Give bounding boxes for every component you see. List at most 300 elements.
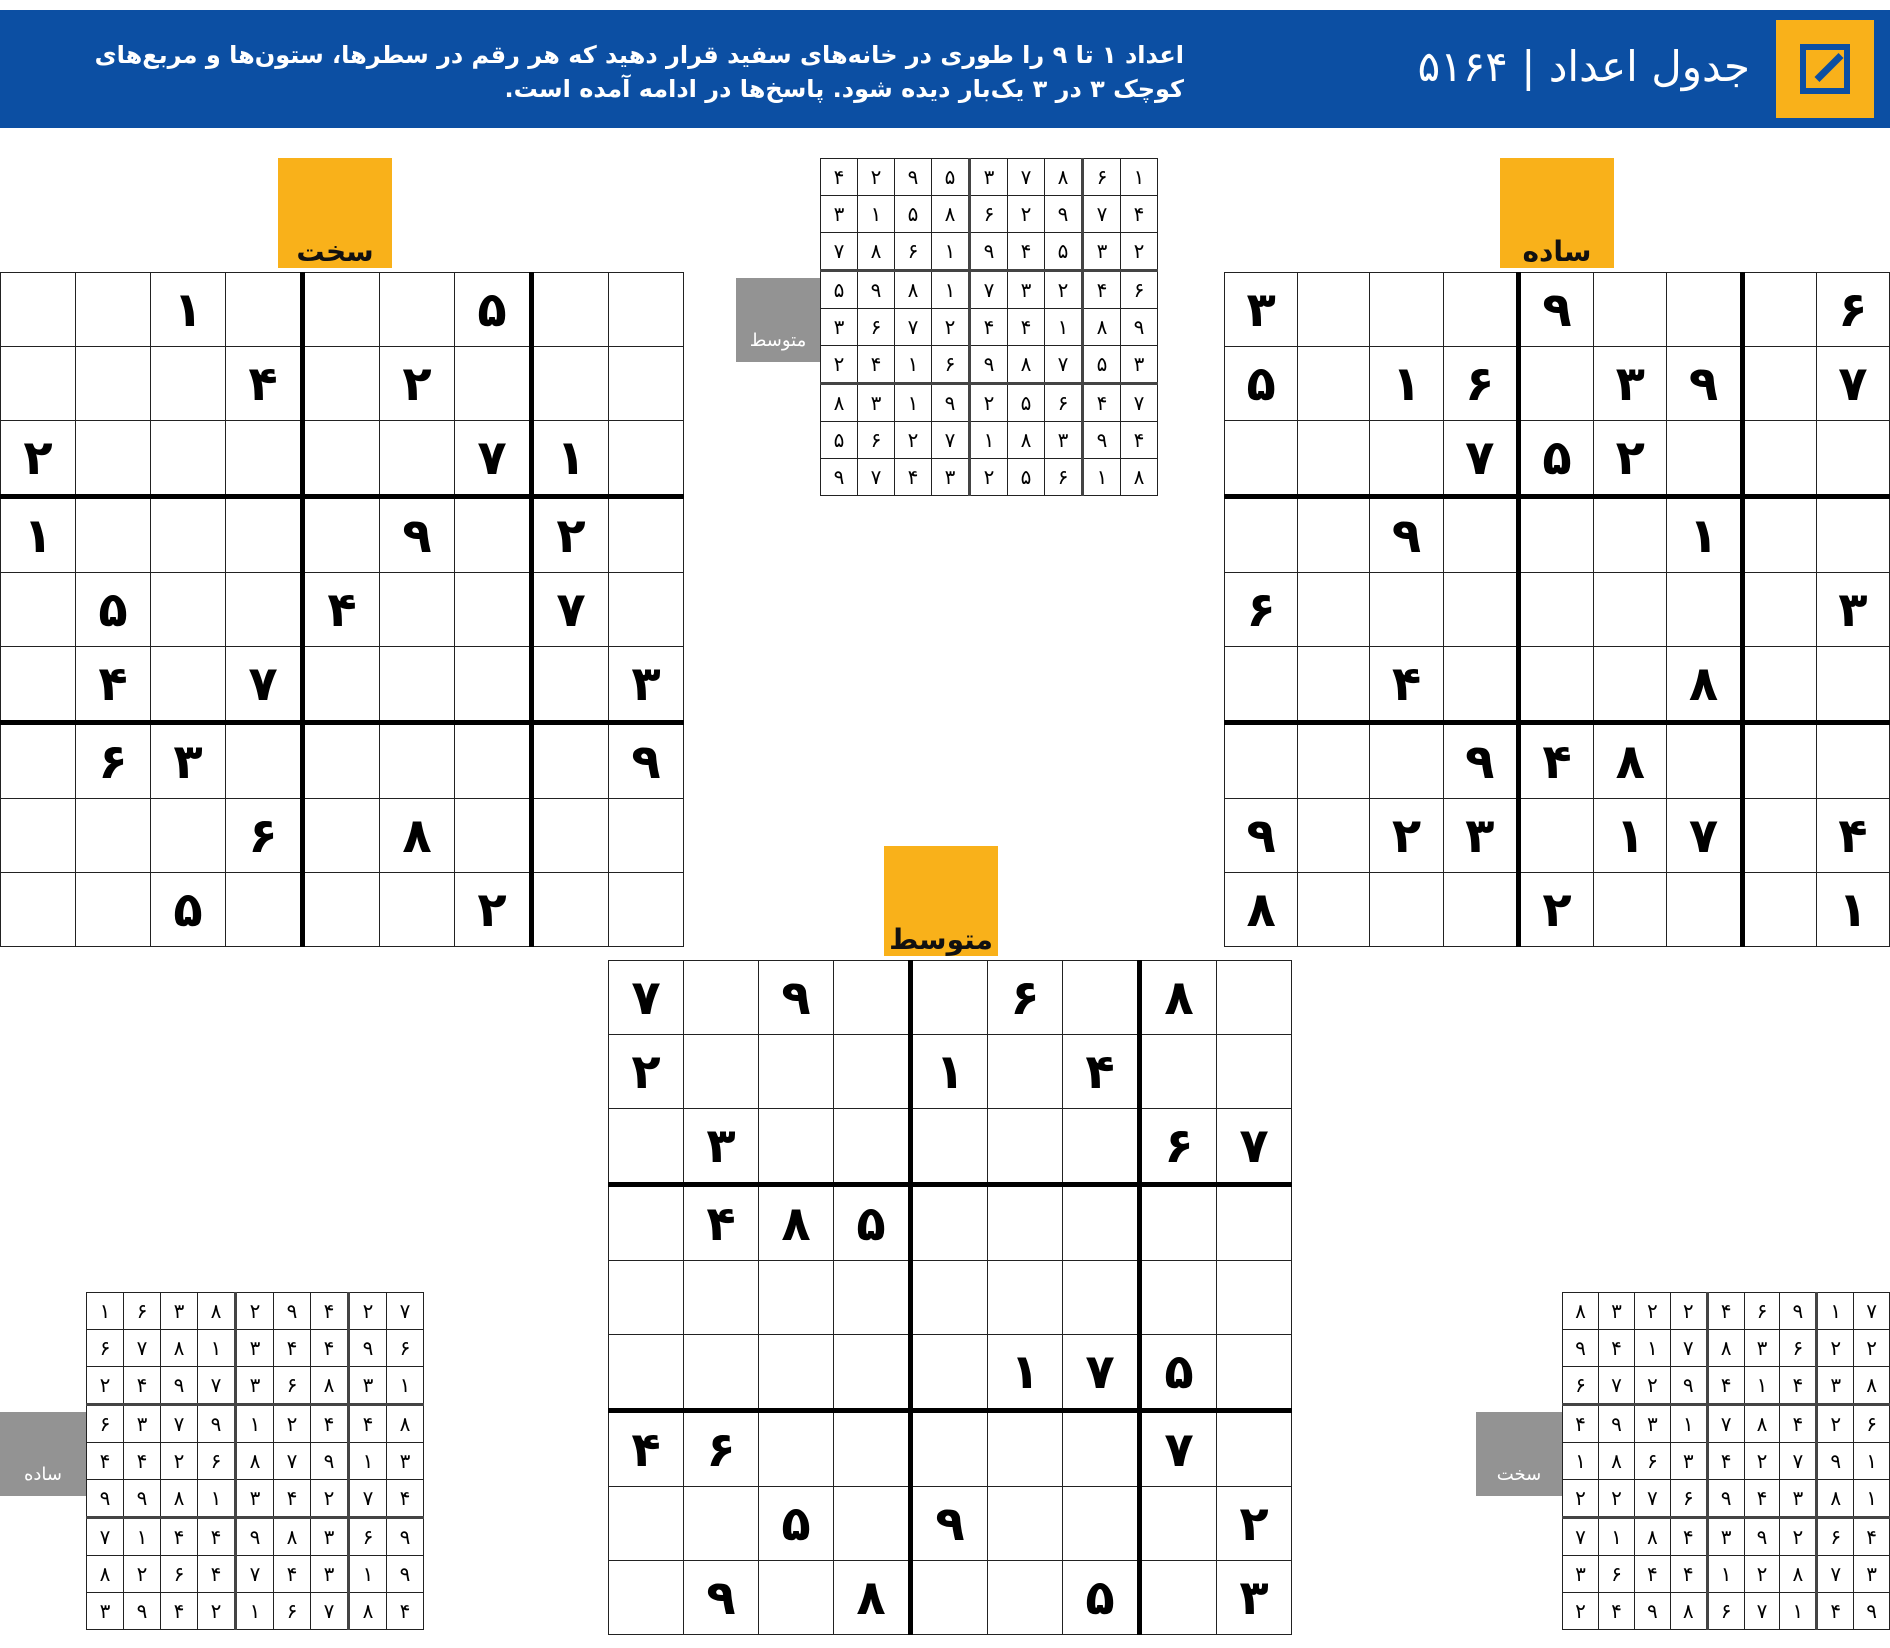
grid-cell[interactable] bbox=[834, 1109, 911, 1185]
grid-cell: ۹ bbox=[1045, 196, 1083, 233]
grid-cell: ۴ bbox=[1854, 1518, 1890, 1556]
grid-cell: ۷ bbox=[161, 1405, 198, 1443]
grid-cell[interactable] bbox=[1742, 573, 1816, 647]
grid-cell: ۷ bbox=[609, 961, 684, 1035]
grid-cell[interactable] bbox=[1140, 1035, 1217, 1109]
grid-cell[interactable] bbox=[1443, 273, 1518, 347]
grid-cell[interactable] bbox=[303, 723, 380, 799]
grid-cell: ۹ bbox=[684, 1561, 759, 1635]
grid-cell: ۲ bbox=[858, 159, 895, 196]
grid-cell: ۶ bbox=[1045, 459, 1083, 496]
grid-cell: ۳ bbox=[1121, 346, 1158, 384]
grid-cell[interactable] bbox=[455, 347, 532, 421]
grid-cell[interactable] bbox=[1443, 497, 1518, 573]
grid-cell[interactable] bbox=[226, 421, 303, 497]
grid-cell[interactable] bbox=[1140, 1261, 1217, 1335]
grid-cell: ۳ bbox=[1225, 273, 1298, 347]
grid-cell[interactable] bbox=[380, 873, 455, 947]
grid-row bbox=[821, 384, 1158, 422]
grid-row bbox=[821, 159, 1158, 196]
grid-cell[interactable] bbox=[1667, 723, 1742, 799]
grid-cell[interactable] bbox=[1225, 647, 1298, 723]
grid-cell: ۲ bbox=[1594, 421, 1667, 497]
grid-cell[interactable] bbox=[1518, 799, 1593, 873]
grid-row bbox=[1563, 1293, 1890, 1330]
grid-cell[interactable] bbox=[1217, 1411, 1292, 1487]
grid-cell: ۷ bbox=[1670, 1330, 1707, 1367]
grid-cell[interactable] bbox=[380, 273, 455, 347]
grid-cell: ۷ bbox=[1817, 1556, 1854, 1593]
grid-cell: ۹ bbox=[1121, 309, 1158, 346]
grid-cell[interactable] bbox=[1370, 273, 1443, 347]
grid-cell[interactable] bbox=[609, 497, 684, 573]
grid-cell[interactable] bbox=[911, 961, 988, 1035]
grid-cell[interactable] bbox=[609, 1261, 684, 1335]
grid-cell[interactable] bbox=[759, 1561, 834, 1635]
grid-cell[interactable] bbox=[1742, 273, 1816, 347]
grid-cell[interactable] bbox=[684, 1487, 759, 1561]
grid-cell: ۷ bbox=[1083, 196, 1121, 233]
grid-row bbox=[821, 309, 1158, 346]
grid-cell: ۷ bbox=[1121, 384, 1158, 422]
grid-cell[interactable] bbox=[1443, 647, 1518, 723]
grid-cell: ۴ bbox=[895, 459, 932, 496]
grid-cell: ۴ bbox=[821, 159, 858, 196]
grid-cell[interactable] bbox=[1, 273, 76, 347]
grid-cell: ۲ bbox=[198, 1593, 236, 1630]
grid-cell: ۹ bbox=[387, 1556, 424, 1593]
grid-cell: ۱ bbox=[1, 497, 76, 573]
grid-cell[interactable] bbox=[1594, 573, 1667, 647]
grid-cell[interactable] bbox=[151, 347, 226, 421]
grid-cell[interactable] bbox=[834, 961, 911, 1035]
grid-cell[interactable] bbox=[1742, 421, 1816, 497]
grid-cell[interactable] bbox=[1816, 723, 1889, 799]
grid-cell[interactable] bbox=[380, 647, 455, 723]
grid-cell: ۷ bbox=[387, 1293, 424, 1330]
grid-cell: ۸ bbox=[349, 1593, 387, 1630]
grid-row bbox=[1225, 647, 1890, 723]
grid-cell[interactable] bbox=[532, 647, 609, 723]
grid-cell: ۴ bbox=[970, 309, 1008, 346]
grid-cell: ۷ bbox=[1563, 1518, 1599, 1556]
grid-cell[interactable] bbox=[76, 799, 151, 873]
grid-cell[interactable] bbox=[759, 1261, 834, 1335]
grid-cell[interactable] bbox=[76, 497, 151, 573]
grid-cell[interactable] bbox=[76, 273, 151, 347]
grid-cell[interactable] bbox=[1667, 273, 1742, 347]
grid-cell[interactable] bbox=[1, 647, 76, 723]
answer-medium bbox=[820, 158, 1158, 496]
grid-cell: ۳ bbox=[1599, 1293, 1635, 1330]
grid-cell[interactable] bbox=[911, 1411, 988, 1487]
grid-cell[interactable] bbox=[1742, 723, 1816, 799]
grid-cell: ۶ bbox=[87, 1330, 124, 1367]
grid-cell[interactable] bbox=[609, 873, 684, 947]
grid-cell[interactable] bbox=[988, 1487, 1063, 1561]
grid-cell: ۸ bbox=[1140, 961, 1217, 1035]
grid-cell[interactable] bbox=[1298, 347, 1370, 421]
grid-cell: ۷ bbox=[1667, 799, 1742, 873]
grid-cell[interactable] bbox=[303, 873, 380, 947]
grid-cell[interactable] bbox=[609, 347, 684, 421]
answer-label-hard: سخت bbox=[1476, 1412, 1562, 1496]
grid-cell[interactable] bbox=[1298, 799, 1370, 873]
grid-cell: ۲ bbox=[161, 1443, 198, 1480]
grid-cell[interactable] bbox=[988, 1035, 1063, 1109]
grid-cell[interactable] bbox=[76, 347, 151, 421]
grid-cell: ۷ bbox=[1045, 346, 1083, 384]
grid-cell[interactable] bbox=[151, 647, 226, 723]
grid-cell: ۹ bbox=[311, 1443, 349, 1480]
grid-cell[interactable] bbox=[684, 1261, 759, 1335]
grid-cell[interactable] bbox=[455, 647, 532, 723]
grid-cell: ۸ bbox=[236, 1443, 274, 1480]
grid-cell: ۶ bbox=[1121, 271, 1158, 309]
grid-cell: ۲ bbox=[311, 1480, 349, 1518]
grid-cell[interactable] bbox=[1217, 1035, 1292, 1109]
grid-cell[interactable] bbox=[988, 1561, 1063, 1635]
grid-cell[interactable] bbox=[1518, 347, 1593, 421]
grid-cell[interactable] bbox=[1063, 1411, 1140, 1487]
grid-cell: ۲ bbox=[1, 421, 76, 497]
grid-cell[interactable] bbox=[759, 1109, 834, 1185]
grid-cell[interactable] bbox=[303, 497, 380, 573]
grid-cell[interactable] bbox=[1518, 497, 1593, 573]
grid-cell: ۷ bbox=[1634, 1480, 1670, 1518]
grid-cell[interactable] bbox=[834, 1335, 911, 1411]
grid-cell[interactable] bbox=[532, 273, 609, 347]
grid-cell: ۷ bbox=[858, 459, 895, 496]
grid-cell[interactable] bbox=[609, 573, 684, 647]
grid-cell[interactable] bbox=[1063, 961, 1140, 1035]
grid-cell: ۲ bbox=[1008, 196, 1045, 233]
grid-cell[interactable] bbox=[151, 497, 226, 573]
grid-row bbox=[821, 196, 1158, 233]
grid-cell[interactable] bbox=[151, 573, 226, 647]
grid-cell[interactable] bbox=[1370, 421, 1443, 497]
grid-cell: ۸ bbox=[87, 1556, 124, 1593]
grid-cell: ۲ bbox=[1780, 1518, 1817, 1556]
grid-cell[interactable] bbox=[303, 647, 380, 723]
grid-cell[interactable] bbox=[1370, 723, 1443, 799]
grid-cell[interactable] bbox=[380, 723, 455, 799]
grid-cell: ۶ bbox=[387, 1330, 424, 1367]
grid-cell[interactable] bbox=[532, 873, 609, 947]
grid-cell: ۱ bbox=[895, 346, 932, 384]
puzzle-hard bbox=[0, 272, 684, 947]
grid-cell: ۴ bbox=[1121, 422, 1158, 459]
grid-cell: ۷ bbox=[895, 309, 932, 346]
grid-cell: ۶ bbox=[1140, 1109, 1217, 1185]
grid-cell: ۳ bbox=[684, 1109, 759, 1185]
grid-cell[interactable] bbox=[1140, 1487, 1217, 1561]
grid-cell[interactable] bbox=[1298, 647, 1370, 723]
grid-row bbox=[1225, 573, 1890, 647]
grid-cell[interactable] bbox=[1140, 1185, 1217, 1261]
grid-cell[interactable] bbox=[609, 273, 684, 347]
grid-cell[interactable] bbox=[151, 421, 226, 497]
grid-cell[interactable] bbox=[1217, 1261, 1292, 1335]
grid-cell[interactable] bbox=[988, 1411, 1063, 1487]
grid-cell[interactable] bbox=[1298, 873, 1370, 947]
grid-cell: ۳ bbox=[970, 159, 1008, 196]
grid-cell: ۲ bbox=[1670, 1293, 1707, 1330]
grid-cell: ۴ bbox=[311, 1330, 349, 1367]
grid-cell[interactable] bbox=[1298, 273, 1370, 347]
grid-cell: ۷ bbox=[1854, 1293, 1890, 1330]
grid-cell[interactable] bbox=[988, 1109, 1063, 1185]
grid-cell: ۱ bbox=[1817, 1293, 1854, 1330]
grid-cell[interactable] bbox=[76, 873, 151, 947]
grid-cell: ۵ bbox=[455, 273, 532, 347]
grid-cell[interactable] bbox=[1742, 347, 1816, 421]
grid-cell: ۶ bbox=[858, 422, 895, 459]
grid-cell: ۳ bbox=[1744, 1330, 1780, 1367]
grid-cell[interactable] bbox=[609, 1487, 684, 1561]
grid-cell[interactable] bbox=[1370, 573, 1443, 647]
grid-cell: ۲ bbox=[349, 1293, 387, 1330]
label-easy: ساده bbox=[1500, 158, 1614, 268]
grid-cell[interactable] bbox=[609, 1335, 684, 1411]
grid-cell: ۷ bbox=[1780, 1443, 1817, 1480]
grid-cell[interactable] bbox=[1667, 421, 1742, 497]
grid-cell[interactable] bbox=[911, 1561, 988, 1635]
grid-cell[interactable] bbox=[1742, 497, 1816, 573]
grid-cell[interactable] bbox=[1, 723, 76, 799]
grid-cell[interactable] bbox=[834, 1261, 911, 1335]
grid-cell: ۳ bbox=[1594, 347, 1667, 421]
grid-cell[interactable] bbox=[1063, 1109, 1140, 1185]
grid-cell: ۲ bbox=[236, 1293, 274, 1330]
grid-row bbox=[1, 421, 684, 497]
grid-cell: ۱ bbox=[236, 1405, 274, 1443]
grid-row bbox=[87, 1593, 424, 1630]
grid-cell: ۲ bbox=[380, 347, 455, 421]
grid-cell: ۷ bbox=[932, 422, 970, 459]
grid-cell[interactable] bbox=[1225, 723, 1298, 799]
grid-cell[interactable] bbox=[911, 1261, 988, 1335]
grid-cell[interactable] bbox=[1816, 421, 1889, 497]
grid-cell: ۳ bbox=[236, 1367, 274, 1405]
grid-cell[interactable] bbox=[684, 1035, 759, 1109]
grid-cell[interactable] bbox=[76, 421, 151, 497]
grid-row bbox=[1225, 873, 1890, 947]
grid-cell: ۸ bbox=[1667, 647, 1742, 723]
grid-cell: ۷ bbox=[236, 1556, 274, 1593]
grid-cell[interactable] bbox=[455, 723, 532, 799]
grid-cell: ۵ bbox=[1063, 1561, 1140, 1635]
grid-cell[interactable] bbox=[1370, 873, 1443, 947]
grid-row bbox=[821, 459, 1158, 496]
grid-cell: ۸ bbox=[821, 384, 858, 422]
grid-cell[interactable] bbox=[1594, 647, 1667, 723]
grid-cell[interactable] bbox=[609, 1185, 684, 1261]
grid-cell[interactable] bbox=[1217, 1185, 1292, 1261]
grid-cell[interactable] bbox=[609, 1109, 684, 1185]
grid-cell: ۲ bbox=[1217, 1487, 1292, 1561]
grid-cell: ۷ bbox=[532, 573, 609, 647]
grid-cell[interactable] bbox=[1, 873, 76, 947]
grid-cell: ۶ bbox=[895, 233, 932, 271]
grid-cell: ۶ bbox=[1670, 1480, 1707, 1518]
grid-cell[interactable] bbox=[226, 723, 303, 799]
grid-cell[interactable] bbox=[988, 1261, 1063, 1335]
grid-cell[interactable] bbox=[226, 873, 303, 947]
grid-cell[interactable] bbox=[1217, 961, 1292, 1035]
grid-cell[interactable] bbox=[1518, 647, 1593, 723]
grid-cell: ۴ bbox=[1008, 309, 1045, 346]
grid-cell[interactable] bbox=[1, 347, 76, 421]
grid-cell: ۶ bbox=[87, 1405, 124, 1443]
grid-cell: ۲ bbox=[1634, 1293, 1670, 1330]
grid-cell[interactable] bbox=[1667, 873, 1742, 947]
grid-cell[interactable] bbox=[1594, 273, 1667, 347]
grid-cell[interactable] bbox=[226, 273, 303, 347]
grid-cell[interactable] bbox=[1063, 1261, 1140, 1335]
grid-cell: ۷ bbox=[455, 421, 532, 497]
grid-cell: ۷ bbox=[87, 1518, 124, 1556]
grid-cell: ۱ bbox=[895, 384, 932, 422]
grid-cell[interactable] bbox=[303, 421, 380, 497]
grid-cell: ۸ bbox=[1121, 459, 1158, 496]
grid-cell[interactable] bbox=[911, 1185, 988, 1261]
grid-cell[interactable] bbox=[911, 1335, 988, 1411]
grid-cell: ۷ bbox=[274, 1443, 311, 1480]
grid-cell: ۶ bbox=[1443, 347, 1518, 421]
grid-cell[interactable] bbox=[1594, 497, 1667, 573]
grid-cell[interactable] bbox=[1816, 497, 1889, 573]
grid-cell: ۷ bbox=[970, 271, 1008, 309]
grid-cell[interactable] bbox=[1443, 873, 1518, 947]
grid-row bbox=[1, 799, 684, 873]
grid-cell[interactable] bbox=[834, 1411, 911, 1487]
grid-row bbox=[1563, 1480, 1890, 1518]
grid-cell[interactable] bbox=[455, 497, 532, 573]
grid-cell: ۹ bbox=[970, 233, 1008, 271]
grid-cell[interactable] bbox=[532, 347, 609, 421]
grid-cell: ۴ bbox=[1780, 1405, 1817, 1443]
grid-cell: ۲ bbox=[1599, 1480, 1635, 1518]
grid-cell: ۹ bbox=[1780, 1293, 1817, 1330]
grid-cell[interactable] bbox=[1217, 1335, 1292, 1411]
grid-cell: ۹ bbox=[380, 497, 455, 573]
grid-cell[interactable] bbox=[455, 573, 532, 647]
grid-cell[interactable] bbox=[1518, 573, 1593, 647]
grid-cell[interactable] bbox=[1594, 873, 1667, 947]
grid-cell: ۸ bbox=[1594, 723, 1667, 799]
grid-cell: ۴ bbox=[311, 1405, 349, 1443]
grid-cell[interactable] bbox=[380, 421, 455, 497]
grid-cell[interactable] bbox=[455, 799, 532, 873]
answer-easy bbox=[86, 1292, 424, 1630]
grid-cell: ۴ bbox=[1634, 1556, 1670, 1593]
grid-cell: ۸ bbox=[161, 1330, 198, 1367]
grid-cell[interactable] bbox=[226, 497, 303, 573]
grid-cell[interactable] bbox=[1298, 573, 1370, 647]
grid-cell: ۴ bbox=[1744, 1480, 1780, 1518]
grid-cell[interactable] bbox=[532, 723, 609, 799]
grid-cell[interactable] bbox=[1667, 573, 1742, 647]
grid-cell: ۳ bbox=[1217, 1561, 1292, 1635]
grid-cell: ۴ bbox=[1008, 233, 1045, 271]
grid-cell[interactable] bbox=[609, 1561, 684, 1635]
grid-cell: ۶ bbox=[76, 723, 151, 799]
grid-cell[interactable] bbox=[1816, 647, 1889, 723]
grid-cell[interactable] bbox=[759, 1411, 834, 1487]
grid-cell[interactable] bbox=[609, 799, 684, 873]
grid-cell[interactable] bbox=[1742, 873, 1816, 947]
grid-cell: ۱ bbox=[1594, 799, 1667, 873]
grid-cell[interactable] bbox=[609, 421, 684, 497]
grid-cell: ۹ bbox=[1518, 273, 1593, 347]
grid-cell: ۲ bbox=[895, 422, 932, 459]
grid-cell[interactable] bbox=[1298, 421, 1370, 497]
grid-cell[interactable] bbox=[684, 961, 759, 1035]
grid-cell: ۹ bbox=[274, 1293, 311, 1330]
grid-cell[interactable] bbox=[1443, 573, 1518, 647]
grid-cell: ۶ bbox=[1816, 273, 1889, 347]
grid-cell[interactable] bbox=[1, 799, 76, 873]
grid-cell: ۲ bbox=[87, 1367, 124, 1405]
grid-cell: ۹ bbox=[349, 1330, 387, 1367]
grid-cell[interactable] bbox=[759, 1335, 834, 1411]
grid-cell[interactable] bbox=[380, 573, 455, 647]
grid-cell[interactable] bbox=[532, 799, 609, 873]
grid-cell[interactable] bbox=[834, 1035, 911, 1109]
puzzle-medium bbox=[608, 960, 1292, 1635]
grid-cell: ۴ bbox=[1816, 799, 1889, 873]
grid-cell: ۳ bbox=[1816, 573, 1889, 647]
grid-cell: ۹ bbox=[87, 1480, 124, 1518]
grid-cell[interactable] bbox=[303, 273, 380, 347]
grid-cell: ۷ bbox=[311, 1593, 349, 1630]
grid-cell[interactable] bbox=[1063, 1185, 1140, 1261]
grid-cell[interactable] bbox=[759, 1035, 834, 1109]
grid-cell: ۱ bbox=[151, 273, 226, 347]
grid-cell: ۴ bbox=[87, 1443, 124, 1480]
grid-cell: ۳ bbox=[151, 723, 226, 799]
grid-cell[interactable] bbox=[1225, 421, 1298, 497]
grid-cell[interactable] bbox=[1, 573, 76, 647]
grid-cell: ۹ bbox=[1083, 422, 1121, 459]
grid-cell: ۴ bbox=[609, 1411, 684, 1487]
grid-cell[interactable] bbox=[303, 347, 380, 421]
grid-cell[interactable] bbox=[988, 1185, 1063, 1261]
grid-cell[interactable] bbox=[684, 1335, 759, 1411]
grid-cell[interactable] bbox=[1742, 799, 1816, 873]
grid-row bbox=[821, 422, 1158, 459]
grid-cell[interactable] bbox=[1298, 723, 1370, 799]
grid-cell[interactable] bbox=[303, 799, 380, 873]
grid-cell: ۸ bbox=[1744, 1405, 1780, 1443]
grid-cell[interactable] bbox=[1140, 1561, 1217, 1635]
grid-cell: ۱ bbox=[1780, 1593, 1817, 1630]
grid-cell[interactable] bbox=[1063, 1487, 1140, 1561]
grid-row bbox=[1563, 1405, 1890, 1443]
grid-cell: ۳ bbox=[1563, 1556, 1599, 1593]
grid-cell[interactable] bbox=[1298, 497, 1370, 573]
grid-cell[interactable] bbox=[911, 1109, 988, 1185]
grid-cell: ۹ bbox=[1599, 1405, 1635, 1443]
grid-cell[interactable] bbox=[1225, 497, 1298, 573]
grid-cell: ۶ bbox=[970, 196, 1008, 233]
grid-cell[interactable] bbox=[151, 799, 226, 873]
grid-cell[interactable] bbox=[834, 1487, 911, 1561]
grid-cell[interactable] bbox=[1742, 647, 1816, 723]
grid-cell[interactable] bbox=[226, 573, 303, 647]
grid-cell: ۲ bbox=[1370, 799, 1443, 873]
